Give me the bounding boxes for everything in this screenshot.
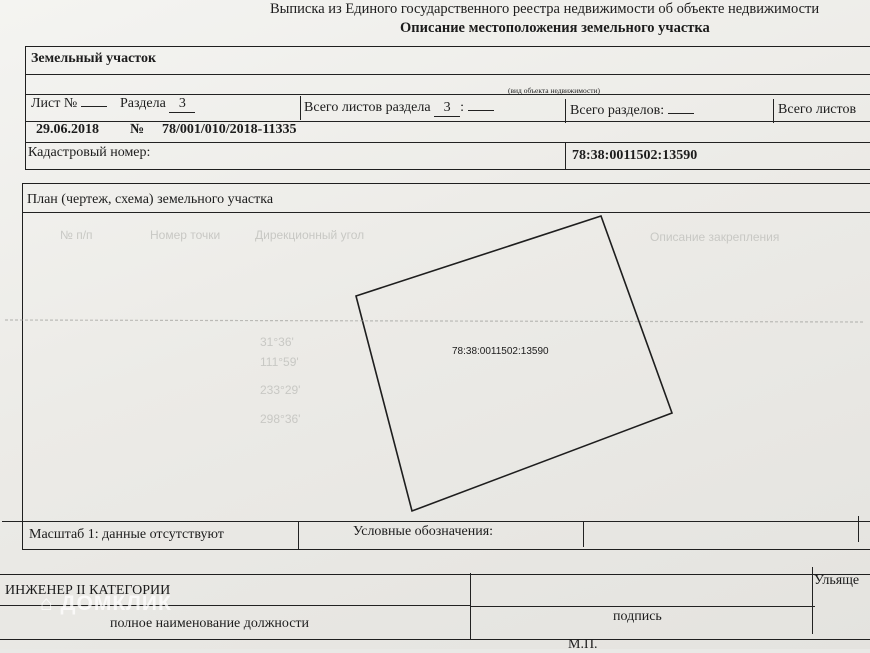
position-title: ИНЖЕНЕР II КАТЕГОРИИ [5,583,171,598]
total-sheets-field: Всего листов [778,102,857,117]
plan-title: План (чертеж, схема) земельного участка [27,192,274,207]
cadastral-number-label: Кадастровый номер: [28,145,151,160]
position-caption: полное наименование должности [110,616,310,631]
sheet-number-field: Лист № [31,96,107,112]
parcel-label: 78:38:0011502:13590 [452,346,549,357]
section-title: Земельный участок [31,51,157,66]
object-type-caption: (вид объекта недвижимости) [508,86,601,95]
total-sections-field: Всего разделов: [570,103,694,119]
record-number: 78/001/010/2018-11335 [162,122,297,137]
scale-label: Масштаб 1: данные отсутствуют [29,527,224,542]
cadastral-number-value: 78:38:0011502:13590 [572,148,698,163]
section-number-field: Раздела 3 [120,96,195,113]
watermark-logo: ⌂ ДОМКЛИК [40,592,172,615]
document-header-line-1: Выписка из Единого государственного реестра недвижимости об объекте недвижимости [270,1,820,17]
record-date: 29.06.2018 [36,122,99,137]
house-icon: ⌂ [40,592,54,615]
parcel-boundary [356,216,672,511]
signatory-name: Ульяще [814,573,860,588]
total-sheets-section-field: Всего листов раздела 3 : [304,100,494,117]
signature-caption: подпись [613,609,662,624]
record-number-label: № [130,122,145,137]
legend-label: Условные обозначения: [353,524,494,539]
stamp-mark: М.П. [568,637,598,652]
document-page: Выписка из Единого государственного реестра недвижимости об объекте недвижимости Описание местоположения земельного участка Земельный участок (вид объекта недвижимости) Лист № Раздела 3 Всего листов раздела 3 : Всего разделов: Всего листов 29.06.2018 № 78/001/010/2018-11335 Кадастровый номер: 78:38:0011502:13590 План (чертеж, схема) земельного участка № п/п Номер точки Дирекционный угол Описание закрепления 31°36' 111°59' 233°29' 298°36' 78:38:0011502:13590 Масштаб 1: данные отсутствуют Условные обозначения: ИНЖЕНЕР II КАТЕГОРИИ полное наименование должности подпись Ульяще М.П. ⌂ ДОМКЛИК [0,0,870,649]
document-header-line-2: Описание местоположения земельного участка [400,20,710,36]
